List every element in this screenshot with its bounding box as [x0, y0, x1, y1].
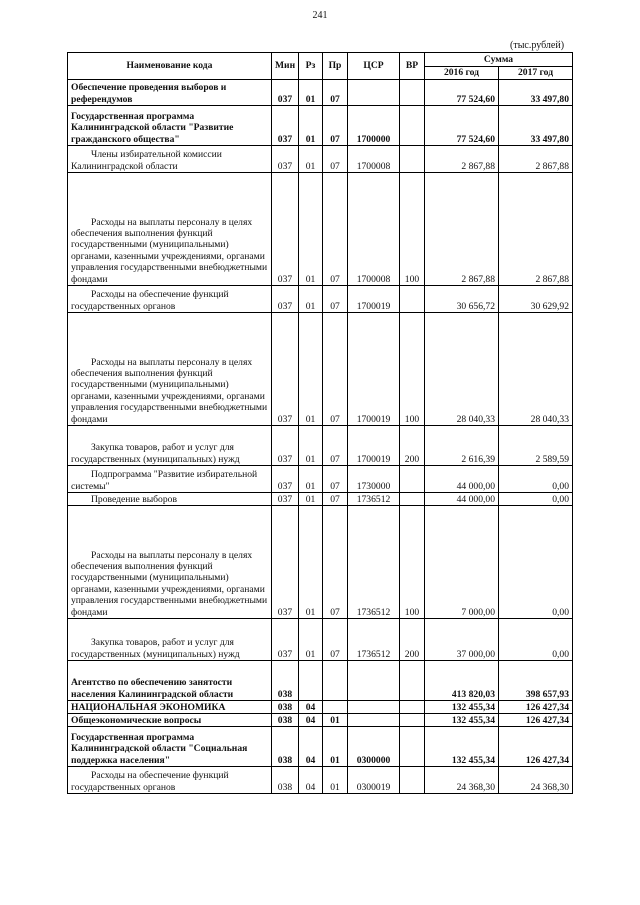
cell-vr: [400, 714, 425, 727]
cell-min: 038: [272, 767, 299, 794]
cell-rz: 01: [299, 313, 323, 426]
cell-sum-2017: 30 629,92: [499, 286, 573, 313]
cell-pr: [323, 701, 348, 714]
cell-name: Расходы на выплаты персоналу в целях обеспечения выполнения функций государственными (муниципальными) органами, казенными учреждениями, органами управления государственными внебюджетными фондами: [68, 173, 272, 286]
cell-csr: 1700008: [348, 173, 400, 286]
cell-sum-2016: 30 656,72: [425, 286, 499, 313]
cell-name: Закупка товаров, работ и услуг для государственных (муниципальных) нужд: [68, 426, 272, 466]
cell-min: 037: [272, 619, 299, 661]
cell-sum-2017: 126 427,34: [499, 727, 573, 767]
cell-sum-2017: 126 427,34: [499, 701, 573, 714]
cell-name: Расходы на обеспечение функций государственных органов: [68, 286, 272, 313]
unit-note: (тыс.рублей): [510, 40, 565, 51]
cell-sum-2017: 24 368,30: [499, 767, 573, 794]
cell-csr: 1700019: [348, 286, 400, 313]
cell-rz: 01: [299, 506, 323, 619]
cell-csr: 1700019: [348, 313, 400, 426]
table-row: [68, 727, 573, 767]
budget-table: [67, 52, 573, 794]
cell-rz: 01: [299, 426, 323, 466]
table-row: [68, 146, 573, 173]
cell-rz: 01: [299, 80, 323, 106]
table-row: [68, 426, 573, 466]
header-2016: 2016 год: [425, 67, 499, 80]
cell-min: 038: [272, 714, 299, 727]
cell-pr: 07: [323, 146, 348, 173]
cell-sum-2017: 2 867,88: [499, 173, 573, 286]
cell-csr: [348, 80, 400, 106]
table-row: [68, 313, 573, 426]
cell-sum-2017: 2 589,59: [499, 426, 573, 466]
cell-rz: 01: [299, 466, 323, 493]
table-row: [68, 714, 573, 727]
table-row: [68, 286, 573, 313]
cell-csr: 0300019: [348, 767, 400, 794]
cell-csr: 0300000: [348, 727, 400, 767]
cell-csr: 1736512: [348, 493, 400, 506]
cell-sum-2016: 44 000,00: [425, 466, 499, 493]
cell-pr: [323, 661, 348, 701]
cell-pr: 01: [323, 767, 348, 794]
table-row: [68, 466, 573, 493]
cell-min: 037: [272, 286, 299, 313]
cell-pr: 07: [323, 286, 348, 313]
cell-sum-2016: 77 524,60: [425, 80, 499, 106]
cell-name: Закупка товаров, работ и услуг для государственных (муниципальных) нужд: [68, 619, 272, 661]
cell-sum-2017: 33 497,80: [499, 106, 573, 146]
cell-pr: 07: [323, 106, 348, 146]
cell-vr: [400, 493, 425, 506]
cell-min: 037: [272, 146, 299, 173]
cell-name: Проведение выборов: [68, 493, 272, 506]
cell-vr: [400, 466, 425, 493]
cell-name: Расходы на выплаты персоналу в целях обеспечения выполнения функций государственными (муниципальными) органами, казенными учреждениями, органами управления государственными внебюджетными фондами: [68, 506, 272, 619]
cell-rz: [299, 661, 323, 701]
table-row: [68, 661, 573, 701]
cell-sum-2017: 2 867,88: [499, 146, 573, 173]
table-row: [68, 493, 573, 506]
cell-name: Государственная программа Калининградской области "Социальная поддержка населения": [68, 727, 272, 767]
cell-vr: 100: [400, 173, 425, 286]
cell-name: Подпрограмма "Развитие избирательной системы": [68, 466, 272, 493]
table-body: [68, 80, 573, 794]
cell-sum-2016: 2 867,88: [425, 146, 499, 173]
cell-sum-2017: 28 040,33: [499, 313, 573, 426]
cell-sum-2017: 126 427,34: [499, 714, 573, 727]
cell-min: 037: [272, 426, 299, 466]
cell-csr: 1700019: [348, 426, 400, 466]
cell-sum-2016: 44 000,00: [425, 493, 499, 506]
cell-sum-2016: 132 455,34: [425, 714, 499, 727]
cell-min: 037: [272, 466, 299, 493]
cell-sum-2016: 132 455,34: [425, 701, 499, 714]
cell-vr: 100: [400, 313, 425, 426]
cell-min: 037: [272, 173, 299, 286]
header-rz: Рз: [299, 53, 323, 80]
cell-sum-2017: 398 657,93: [499, 661, 573, 701]
cell-min: 037: [272, 493, 299, 506]
cell-pr: 07: [323, 466, 348, 493]
cell-sum-2017: 0,00: [499, 619, 573, 661]
header-pr: Пр: [323, 53, 348, 80]
table-row: [68, 506, 573, 619]
page-number: 241: [312, 10, 328, 21]
cell-vr: 200: [400, 619, 425, 661]
cell-vr: 100: [400, 506, 425, 619]
cell-csr: 1700008: [348, 146, 400, 173]
cell-pr: 07: [323, 426, 348, 466]
cell-rz: 01: [299, 286, 323, 313]
cell-pr: 01: [323, 727, 348, 767]
cell-vr: [400, 80, 425, 106]
cell-sum-2017: 0,00: [499, 466, 573, 493]
cell-rz: 04: [299, 767, 323, 794]
header-csr: ЦСР: [348, 53, 400, 80]
table-row: [68, 106, 573, 146]
header-2017: 2017 год: [499, 67, 573, 80]
cell-rz: 04: [299, 714, 323, 727]
cell-rz: 04: [299, 701, 323, 714]
cell-sum-2016: 24 368,30: [425, 767, 499, 794]
cell-name: Агентство по обеспечению занятости населения Калининградской области: [68, 661, 272, 701]
cell-rz: 01: [299, 493, 323, 506]
cell-csr: 1700000: [348, 106, 400, 146]
cell-sum-2017: 0,00: [499, 493, 573, 506]
cell-rz: 01: [299, 146, 323, 173]
cell-csr: [348, 701, 400, 714]
cell-vr: [400, 661, 425, 701]
cell-sum-2017: 33 497,80: [499, 80, 573, 106]
cell-vr: [400, 701, 425, 714]
cell-pr: 07: [323, 173, 348, 286]
cell-sum-2016: 7 000,00: [425, 506, 499, 619]
cell-csr: 1730000: [348, 466, 400, 493]
cell-name: Члены избирательной комиссии Калининградской области: [68, 146, 272, 173]
cell-pr: 07: [323, 493, 348, 506]
cell-sum-2016: 2 616,39: [425, 426, 499, 466]
header-vr: ВР: [400, 53, 425, 80]
header-row: [68, 53, 573, 67]
cell-vr: [400, 286, 425, 313]
table-row: [68, 767, 573, 794]
cell-sum-2017: 0,00: [499, 506, 573, 619]
cell-sum-2016: 413 820,03: [425, 661, 499, 701]
cell-min: 037: [272, 506, 299, 619]
cell-vr: [400, 727, 425, 767]
cell-vr: [400, 146, 425, 173]
cell-min: 038: [272, 661, 299, 701]
header-name: Наименование кода: [68, 53, 272, 80]
cell-csr: [348, 661, 400, 701]
cell-sum-2016: 28 040,33: [425, 313, 499, 426]
cell-rz: 04: [299, 727, 323, 767]
cell-vr: [400, 767, 425, 794]
cell-sum-2016: 2 867,88: [425, 173, 499, 286]
table-row: [68, 619, 573, 661]
cell-rz: 01: [299, 619, 323, 661]
cell-csr: 1736512: [348, 619, 400, 661]
header-min: Мин: [272, 53, 299, 80]
cell-min: 037: [272, 313, 299, 426]
cell-pr: 07: [323, 80, 348, 106]
cell-pr: 07: [323, 619, 348, 661]
cell-rz: 01: [299, 173, 323, 286]
cell-name: Государственная программа Калининградской области "Развитие гражданского общества": [68, 106, 272, 146]
cell-vr: [400, 106, 425, 146]
cell-csr: 1736512: [348, 506, 400, 619]
cell-name: Обеспечение проведения выборов и референдумов: [68, 80, 272, 106]
cell-pr: 01: [323, 714, 348, 727]
cell-sum-2016: 37 000,00: [425, 619, 499, 661]
cell-pr: 07: [323, 313, 348, 426]
cell-sum-2016: 77 524,60: [425, 106, 499, 146]
cell-sum-2016: 132 455,34: [425, 727, 499, 767]
header-sum: Сумма: [425, 53, 573, 67]
cell-pr: 07: [323, 506, 348, 619]
table-row: [68, 80, 573, 106]
cell-name: Расходы на обеспечение функций государственных органов: [68, 767, 272, 794]
cell-name: Расходы на выплаты персоналу в целях обеспечения выполнения функций государственными (муниципальными) органами, казенными учреждениями, органами управления государственными внебюджетными фондами: [68, 313, 272, 426]
cell-min: 038: [272, 701, 299, 714]
cell-min: 037: [272, 80, 299, 106]
cell-min: 038: [272, 727, 299, 767]
cell-rz: 01: [299, 106, 323, 146]
cell-csr: [348, 714, 400, 727]
table-row: [68, 173, 573, 286]
table-row: [68, 701, 573, 714]
cell-name: НАЦИОНАЛЬНАЯ ЭКОНОМИКА: [68, 701, 272, 714]
cell-vr: 200: [400, 426, 425, 466]
cell-min: 037: [272, 106, 299, 146]
cell-name: Общеэкономические вопросы: [68, 714, 272, 727]
